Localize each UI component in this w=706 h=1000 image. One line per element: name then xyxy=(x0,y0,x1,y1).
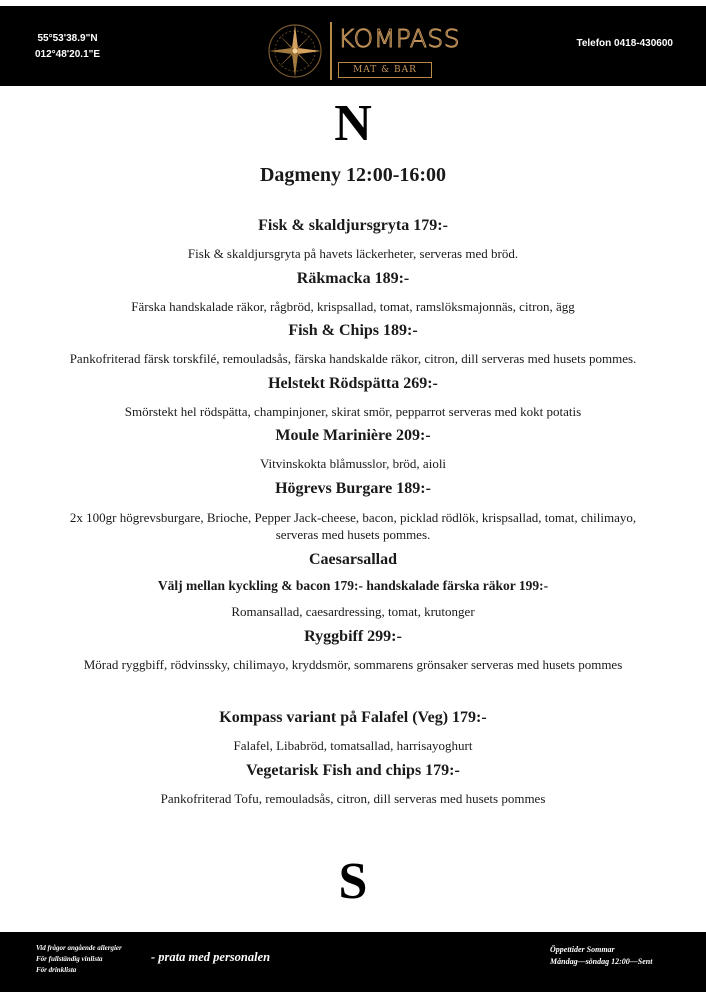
dish-description: Mörad ryggbiff, rödvinssky, chilimayo, kryddsmör, sommarens grönsaker serveras med husets pommes xyxy=(83,657,623,672)
dish-description: Fisk & skaldjursgryta på havets läckerheter, serveras med bröd. xyxy=(187,246,519,261)
dish-name: Moule Marinière 209:- xyxy=(275,427,431,444)
dish-name: Fish & Chips 189:- xyxy=(288,322,418,339)
dish-description: Färska handskalade räkor, rågbröd, krispsallad, tomat, ramslöksmajonnäs, citron, ägg xyxy=(131,299,575,314)
coordinates xyxy=(35,31,100,63)
dish-name: Helstekt Rödspätta 269:- xyxy=(268,375,438,392)
brand-name: KOMPASS xyxy=(338,24,461,53)
footer-bar xyxy=(0,932,706,992)
brand-subtitle: MAT & BAR xyxy=(338,62,432,78)
header-bar xyxy=(0,6,706,86)
dish-description: 2x 100gr högrevsburgare, Brioche, Pepper Jack-cheese, bacon, picklad rödlök, krispsallad, tomat, chilimayo, serveras med husets pommes. xyxy=(69,510,637,542)
latitude: 55°53'38.9"N xyxy=(37,33,98,44)
dish-description: Pankofriterad Tofu, remouladsås, citron, dill serveras med husets pommes xyxy=(160,791,546,806)
opening-hours-title: Öppettider Sommar xyxy=(550,945,615,954)
dish-name: Vegetarisk Fish and chips 179:- xyxy=(246,762,460,779)
south-letter: S xyxy=(338,853,368,910)
dish-description: Vitvinskokta blåmusslor, bröd, aioli xyxy=(259,456,447,471)
dish-name: Fisk & skaldjursgryta 179:- xyxy=(258,217,448,234)
dish-name: Kompass variant på Falafel (Veg) 179:- xyxy=(219,709,487,726)
dish-description: Smörstekt hel rödspätta, champinjoner, skirat smör, pepparrot serveras med kokt potatis xyxy=(124,404,582,419)
footer-notes xyxy=(36,943,122,976)
longitude: 012°48'20.1"E xyxy=(35,49,101,60)
dish-name: Högrevs Burgare 189:- xyxy=(275,480,431,497)
compass-rose-icon xyxy=(266,22,324,80)
logo-divider xyxy=(330,22,332,80)
opening-hours-value: Måndag—söndag 12:00—Sent xyxy=(550,957,653,966)
phone-number: Telefon 0418-430600 xyxy=(576,38,673,49)
dish-description: Romansallad, caesardressing, tomat, krutonger xyxy=(231,604,475,619)
kompass-logo xyxy=(266,20,461,82)
north-letter: N xyxy=(334,95,372,152)
footer-slogan: - prata med personalen xyxy=(151,950,271,964)
wine-list-note: För fullständig vinlista xyxy=(36,955,103,963)
dish-name: Räkmacka 189:- xyxy=(296,270,410,287)
dish-name: Caesarsallad xyxy=(309,551,397,568)
dish-name: Ryggbiff 299:- xyxy=(304,628,402,645)
opening-hours xyxy=(550,944,652,968)
menu-title: Dagmeny 12:00-16:00 xyxy=(259,164,447,186)
dish-description: Pankofriterad färsk torskfilé, remouladsås, färska handskalde räkor, citron, dill serveras med husets pommes. xyxy=(69,351,637,366)
dish-description: Falafel, Libabröd, tomatsallad, harrisayoghurt xyxy=(233,738,473,753)
allergy-note: Vid frågor angående allergier xyxy=(36,944,122,952)
dish-options: Välj mellan kyckling & bacon 179:- handskalade färska räkor 199:- xyxy=(157,578,549,593)
drink-list-note: För drinklista xyxy=(36,966,77,974)
